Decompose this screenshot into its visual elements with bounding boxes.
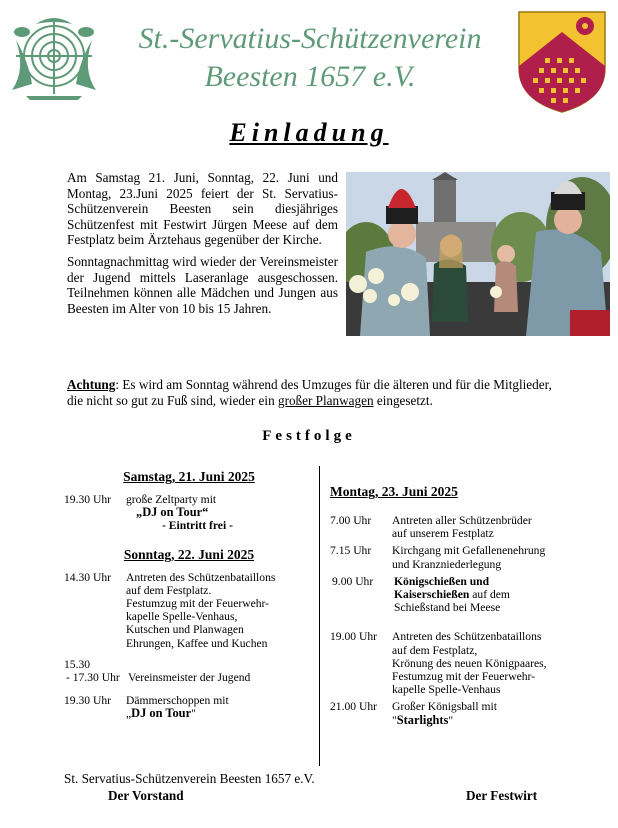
schedule-entry [330, 575, 590, 615]
entry-line: kapelle Spelle-Venhaus [392, 683, 501, 697]
day-heading-montag: Montag, 23. Juni 2025 [330, 484, 458, 499]
band-name: Starlights [396, 712, 449, 727]
schedule-entry [330, 514, 590, 540]
entry-description [126, 571, 314, 650]
entry-description [394, 575, 590, 615]
entry-time: 21.00 Uhr [330, 700, 378, 714]
entry-time: 7.00 Uhr [330, 514, 372, 527]
intro-paragraph-1: Am Samstag 21. Juni, Sonntag, 22. Juni und Montag, 23.Juni 2025 feiert der St. Servatius-Schützenverein Beesten sein diesjähriges Schützenfest mit Festwirt Jürgen Meese auf dem Festplatz beim Ärztehaus gegenüber der Kirche. [67, 170, 338, 248]
achtung-highlight: großer Planwagen [277, 393, 374, 408]
entry-line-eintritt: - Eintritt frei - [162, 519, 233, 533]
entry-time: 15.30 [64, 657, 91, 671]
entry-time: 7.15 Uhr [330, 544, 372, 558]
entry-description [126, 493, 314, 533]
entry-line: Kutschen und Planwagen [126, 623, 244, 637]
entry-time: 19.30 Uhr [64, 493, 112, 506]
entry-time: 19.00 Uhr [330, 630, 378, 644]
day-heading-sonntag: Sonntag, 22. Juni 2025 [123, 546, 255, 562]
achtung-label: Achtung [67, 377, 116, 392]
entry-line: große Zeltparty mit [126, 493, 217, 506]
quote-close: " [191, 707, 196, 721]
entry-line-dj [126, 707, 314, 720]
entry-time: 9.00 Uhr [332, 574, 374, 588]
schedule-entry-time-a [64, 658, 314, 671]
intro-paragraph-2: Sonntagnachmittag wird wieder der Vereinsmeister der Jugend mittels Laseranlage ausgeschossen. Teilnehmen können alle Mädchen und Jungen aus Beesten im Alter von 10 bis 15 Jahren. [67, 253, 338, 316]
schedule-entry [64, 694, 314, 720]
club-emblem-logo [6, 10, 102, 102]
entry-line: Ehrungen, Kaffee und Kuchen [126, 636, 268, 650]
quote-open: " [392, 713, 397, 727]
quote-close: " [448, 713, 454, 727]
schedule-entry [64, 493, 314, 533]
column-divider [319, 466, 320, 766]
club-name-line2: Beesten 1657 e.V. [204, 60, 416, 93]
entry-line: und Kranzniederlegung [392, 557, 502, 571]
schedule-left-column [64, 469, 314, 721]
entry-line: Festumzug mit der Feuerwehr- [392, 670, 536, 684]
entry-line: Antreten aller Schützenbrüder [392, 514, 532, 527]
entry-line: kapelle Spelle-Venhaus, [126, 610, 238, 624]
entry-line: Krönung des neuen Königpaares, [392, 656, 547, 670]
entry-description [126, 694, 314, 720]
entry-time: 19.30 Uhr [64, 694, 112, 708]
dj-name: DJ on Tour [131, 706, 192, 721]
entry-line: Kirchgang mit Gefallenenehrung [392, 544, 546, 558]
entry-line-dj: „DJ on Tour“ [136, 505, 209, 520]
festfolge-heading: Festfolge [262, 428, 356, 444]
entry-description [392, 630, 590, 696]
kaiserschiessen-label: Kaiserschießen [394, 588, 470, 602]
schedule-entry [64, 571, 314, 650]
schedule-entry [64, 671, 314, 684]
quote-open: „ [126, 707, 132, 721]
entry-line: Antreten des Schützenbataillons [126, 570, 276, 584]
entry-description [392, 514, 590, 540]
club-name-heading [120, 20, 500, 96]
footer-club-name: St. Servatius-Schützenverein Beesten 1657 e.V. [64, 771, 315, 786]
entry-line-rest: auf dem [469, 588, 510, 602]
entry-line [394, 588, 590, 601]
day-heading-samstag: Samstag, 21. Juni 2025 [123, 469, 255, 484]
intro-text [67, 170, 338, 322]
notice-achtung [67, 377, 557, 409]
club-name-line1: St.-Servatius-Schützenverein [138, 22, 482, 55]
entry-line: Großer Königsball mit [392, 700, 497, 714]
footer-vorstand-signature: Der Vorstand [108, 788, 184, 803]
entry-line: Königschießen und [394, 574, 490, 588]
entry-description: Vereinsmeister der Jugend [128, 671, 251, 685]
schedule-entry [330, 700, 590, 726]
entry-line: auf unserem Festplatz [392, 527, 494, 541]
entry-line: auf dem Festplatz. [126, 583, 212, 597]
entry-description [392, 700, 590, 726]
entry-time: 14.30 Uhr [64, 570, 112, 584]
entry-line: Festumzug mit der Feuerwehr- [126, 597, 270, 611]
entry-line: Antreten des Schützenbataillons [392, 630, 542, 644]
schedule-entry [330, 544, 590, 570]
entry-line: Schießstand bei Meese [394, 601, 501, 615]
entry-description [392, 544, 590, 570]
entry-line: Dämmerschoppen mit [126, 694, 229, 708]
footer-festwirt-signature: Der Festwirt [466, 788, 538, 803]
entry-line-band [392, 714, 590, 727]
schuetzenfest-photo [346, 172, 610, 336]
schedule-entry [330, 630, 590, 696]
achtung-text-after: eingesetzt. [373, 393, 433, 408]
entry-line: auf dem Festplatz, [392, 643, 478, 657]
schedule-right-column [330, 484, 590, 727]
page-title: Einladung [229, 118, 389, 147]
entry-time: - 17.30 Uhr [66, 671, 120, 685]
achtung-text-before: : Es wird am Sonntag während des Umzuges für die älteren und für die Mitglieder, die nicht so gut zu Fuß sind, wieder ein [67, 377, 552, 408]
coat-of-arms-logo [515, 8, 609, 114]
